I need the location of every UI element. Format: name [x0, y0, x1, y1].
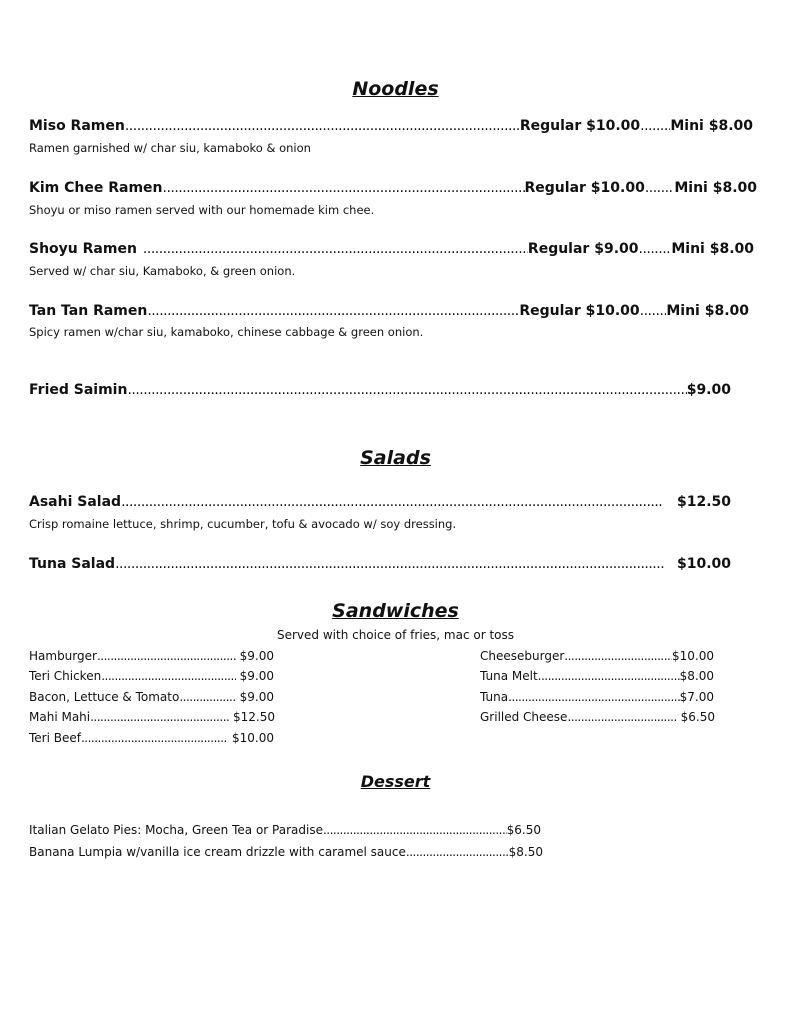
menu-item-gelato-pies	[29, 823, 541, 837]
item-name: Hamburger	[29, 649, 97, 663]
item-price: $12.50	[233, 710, 275, 724]
regular-price: Regular $9.00	[527, 241, 639, 257]
leader-dots	[121, 494, 663, 510]
item-price: $9.00	[239, 669, 274, 683]
item-description: Ramen garnished w/ char siu, kamaboko & onion	[29, 141, 311, 155]
item-name: Cheeseburger	[480, 649, 565, 663]
item-price: $8.50	[508, 845, 543, 859]
menu-item-banana-lumpia	[29, 845, 543, 859]
menu-item-tuna	[480, 690, 714, 704]
leader-dots	[90, 710, 229, 724]
menu-item-kim-chee-ramen	[29, 180, 757, 196]
menu-item-hamburger	[29, 649, 274, 663]
leader-dots	[97, 649, 236, 663]
menu-item-tuna-melt	[480, 669, 714, 683]
leader-dots	[645, 180, 675, 196]
leader-dots	[147, 303, 519, 319]
item-description: Spicy ramen w/char siu, kamaboko, chinese cabbage & green onion.	[29, 325, 424, 339]
leader-dots	[640, 303, 667, 319]
sandwiches-subtitle: Served with choice of fries, mac or toss	[276, 628, 515, 642]
item-name: Grilled Cheese	[480, 710, 568, 724]
item-price: $8.00	[679, 669, 714, 683]
menu-item-blt	[29, 690, 274, 704]
dessert-heading: Dessert	[360, 772, 431, 791]
menu-item-cheeseburger	[480, 649, 714, 663]
item-description: Served w/ char siu, Kamaboko, & green onion.	[29, 264, 296, 278]
regular-price: Regular $10.00	[524, 180, 645, 196]
item-price: $7.00	[679, 690, 714, 704]
item-description: Crisp romaine lettuce, shrimp, cucumber, tofu & avocado w/ soy dressing.	[29, 517, 457, 531]
mini-price: Mini $8.00	[671, 241, 754, 257]
item-name: Fried Saimin	[29, 382, 128, 398]
salads-heading: Salads	[360, 447, 431, 469]
leader-dots	[406, 845, 509, 859]
item-price: $10.00	[672, 649, 714, 663]
item-name: Banana Lumpia w/vanilla ice cream drizzle with caramel sauce	[29, 845, 406, 859]
leader-dots	[640, 118, 670, 134]
leader-dots	[137, 241, 528, 257]
item-name: Teri Beef	[29, 731, 81, 745]
menu-item-grilled-cheese	[480, 710, 715, 724]
menu-item-tuna-salad	[29, 556, 731, 572]
item-name: Tuna	[480, 690, 509, 704]
item-name: Tuna Salad	[29, 556, 116, 572]
item-name: Shoyu Ramen	[29, 241, 137, 257]
leader-dots	[81, 731, 228, 745]
item-name: Kim Chee Ramen	[29, 180, 163, 196]
leader-dots	[115, 556, 665, 572]
mini-price: Mini $8.00	[666, 303, 749, 319]
item-price: $12.50	[676, 494, 731, 510]
item-name: Asahi Salad	[29, 494, 122, 510]
menu-item-fried-saimin	[29, 382, 731, 398]
item-name: Miso Ramen	[29, 118, 125, 134]
regular-price: Regular $10.00	[519, 303, 640, 319]
item-price: $9.00	[239, 649, 274, 663]
leader-dots	[163, 180, 525, 196]
regular-price: Regular $10.00	[519, 118, 641, 134]
item-price: $6.50	[680, 710, 715, 724]
item-name: Tan Tan Ramen	[29, 303, 148, 319]
menu-item-teri-chicken	[29, 669, 274, 683]
leader-dots	[564, 649, 672, 663]
item-name: Tuna Melt	[480, 669, 538, 683]
mini-price: Mini $8.00	[670, 118, 753, 134]
item-price: $9.00	[239, 690, 274, 704]
leader-dots	[508, 690, 680, 704]
sandwiches-heading: Sandwiches	[332, 600, 459, 622]
item-name: Teri Chicken	[29, 669, 102, 683]
menu-item-shoyu-ramen	[29, 241, 754, 257]
leader-dots	[125, 118, 520, 134]
noodles-heading: Noodles	[352, 78, 439, 100]
leader-dots	[639, 241, 672, 257]
menu-item-mahi-mahi	[29, 710, 275, 724]
item-price: $10.00	[232, 731, 274, 745]
item-description: Shoyu or miso ramen served with our homemade kim chee.	[29, 203, 375, 217]
item-name: Bacon, Lettuce & Tomato	[29, 690, 180, 704]
menu-item-asahi-salad	[29, 494, 731, 510]
mini-price: Mini $8.00	[674, 180, 757, 196]
item-price: $6.50	[506, 823, 541, 837]
item-price: $10.00	[676, 556, 731, 572]
menu-item-miso-ramen	[29, 118, 753, 134]
leader-dots	[179, 690, 235, 704]
leader-dots	[323, 823, 507, 837]
item-name: Mahi Mahi	[29, 710, 91, 724]
item-name: Italian Gelato Pies: Mocha, Green Tea or Paradise	[29, 823, 323, 837]
menu-item-teri-beef	[29, 731, 274, 745]
leader-dots	[127, 382, 686, 398]
menu-item-tan-tan-ramen	[29, 303, 749, 319]
leader-dots	[538, 669, 680, 683]
leader-dots	[567, 710, 676, 724]
item-price: $9.00	[686, 382, 731, 398]
leader-dots	[101, 669, 235, 683]
